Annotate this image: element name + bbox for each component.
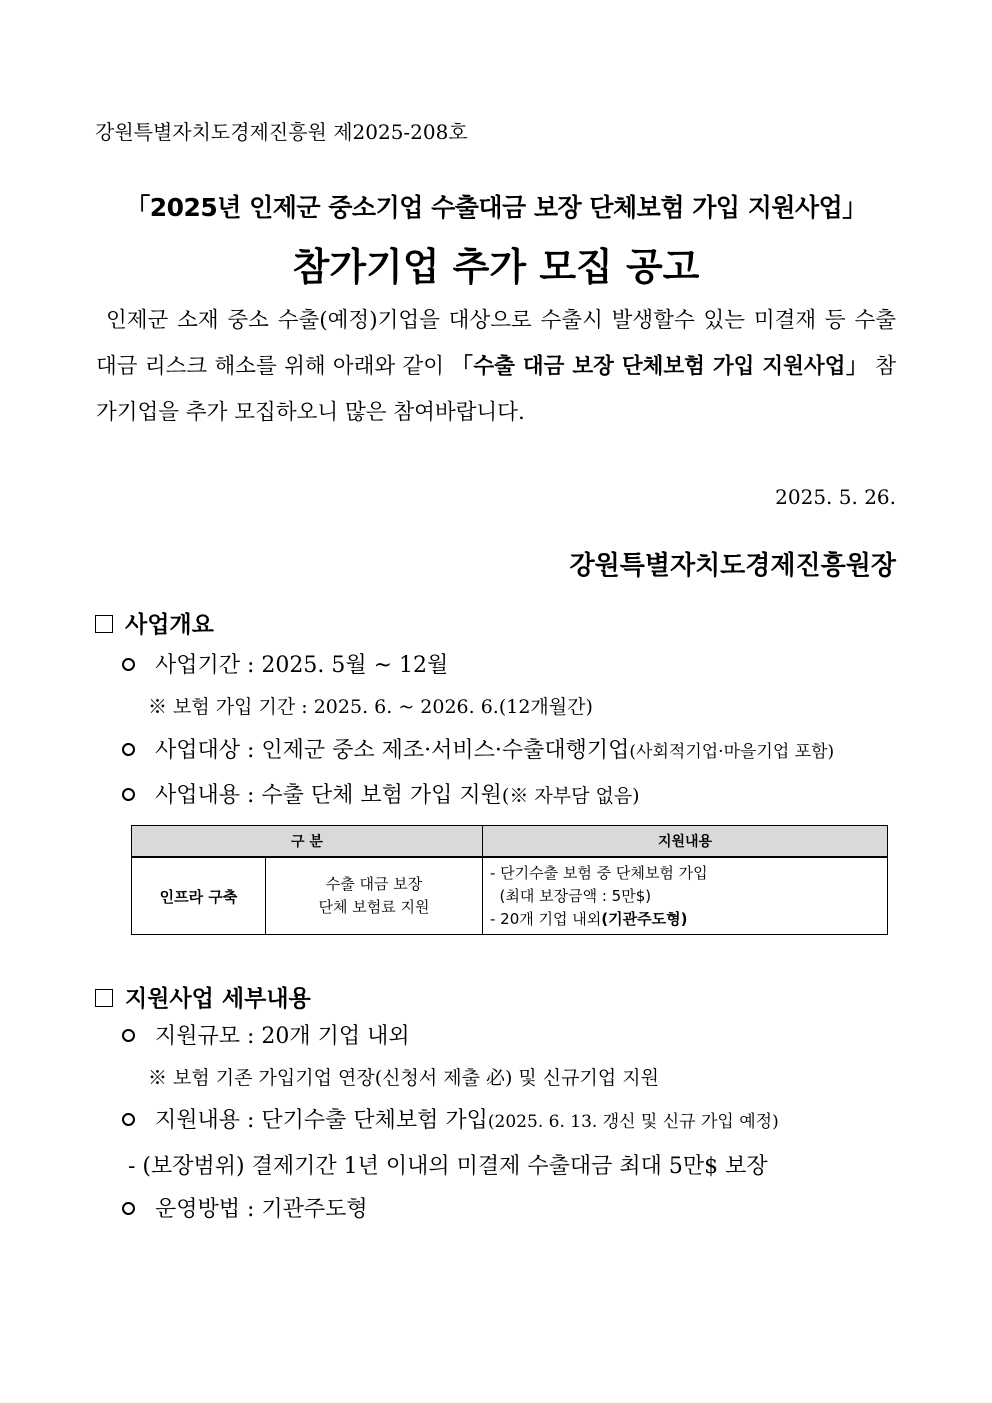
circle-bullet-icon [122,1029,135,1042]
intro-program-name: 「수출 대금 보장 단체보험 가입 지원사업」 [451,354,868,379]
bullet-period [122,648,448,679]
square-bullet-icon [95,989,113,1007]
bullet-method [122,1192,368,1223]
issuer-name: 강원특별자치도경제진흥원장 [569,551,896,581]
notice-title: 「2025년 인제군 중소기업 수출대금 보장 단체보험 가입 지원사업」 [125,193,867,222]
square-bullet-icon [95,615,113,633]
note-scale: ※ 보험 기존 가입기업 연장(신청서 제출 必) 및 신규기업 지원 [148,1067,659,1089]
table-row [132,857,888,935]
content-subtext: (※ 자부담 없음) [501,785,640,807]
bullet-scale [122,1019,410,1050]
section-heading-overview [95,606,214,639]
desc-line [490,908,886,931]
desc-text: - 20개 기업 내외 [490,909,602,928]
scale-text: 지원규모 : 20개 기업 내외 [155,1024,410,1049]
desc-bold-text: (기관주도형) [601,909,688,928]
desc-line: (최대 보장금액 : 5만$) [490,886,652,905]
intro-paragraph [96,298,896,436]
notice-date: 2025. 5. 26. [775,485,896,509]
method-text: 운영방법 : 기관주도형 [155,1197,368,1222]
circle-bullet-icon [122,743,135,756]
bullet-content [122,778,640,809]
circle-bullet-icon [122,1113,135,1126]
section-title: 사업개요 [125,612,214,638]
section-heading-details [95,980,311,1013]
bullet-target [122,733,834,764]
period-text: 사업기간 : 2025. 5월 ~ 12월 [155,653,449,678]
table-header-category: 구 분 [132,826,483,858]
table-header-support: 지원내용 [483,826,888,858]
circle-bullet-icon [122,788,135,801]
item-line: 수출 대금 보장 [325,875,423,893]
intro-text: 인제군 소재 중소 수출(예정)기업을 대상으로 수출시 발생할수 있는 미결재 등 수출대금 리스크 해소를 위해 아래와 같이 [96,308,896,379]
bullet-support-content [122,1103,779,1134]
target-text: 사업대상 : 인제군 중소 제조·서비스·수출대행기업 [155,738,630,763]
notice-subtitle: 참가기업 추가 모집 공고 [292,245,700,289]
table-cell-item [266,857,483,935]
document-number: 강원특별자치도경제진흥원 제2025-208호 [95,120,468,144]
intro-text-end: 참가기업을 추가 모집하오니 많은 참여바랍니다. [96,354,896,425]
circle-bullet-icon [122,1202,135,1215]
support-table [131,825,888,935]
content-text: 사업내용 : 수출 단체 보험 가입 지원 [155,783,502,808]
section-title: 지원사업 세부내용 [125,986,311,1012]
support-content-subtext: (2025. 6. 13. 갱신 및 신규 가입 예정) [487,1112,779,1132]
support-content-text: 지원내용 : 단기수출 단체보험 가입 [155,1108,488,1133]
item-line: 단체 보험료 지원 [318,898,430,916]
coverage-line: - (보장범위) 결제기간 1년 이내의 미결제 수출대금 최대 5만$ 보장 [128,1154,768,1179]
table-header-row [132,826,888,858]
table-cell-description [483,857,888,935]
circle-bullet-icon [122,658,135,671]
target-subtext: (사회적기업·마을기업 포함) [629,742,835,762]
note-insurance-period: ※ 보험 가입 기간 : 2025. 6. ~ 2026. 6.(12개월간) [148,696,593,718]
table-cell-category: 인프라 구축 [132,857,266,935]
desc-line: - 단기수출 보험 중 단체보험 가입 [490,863,708,882]
